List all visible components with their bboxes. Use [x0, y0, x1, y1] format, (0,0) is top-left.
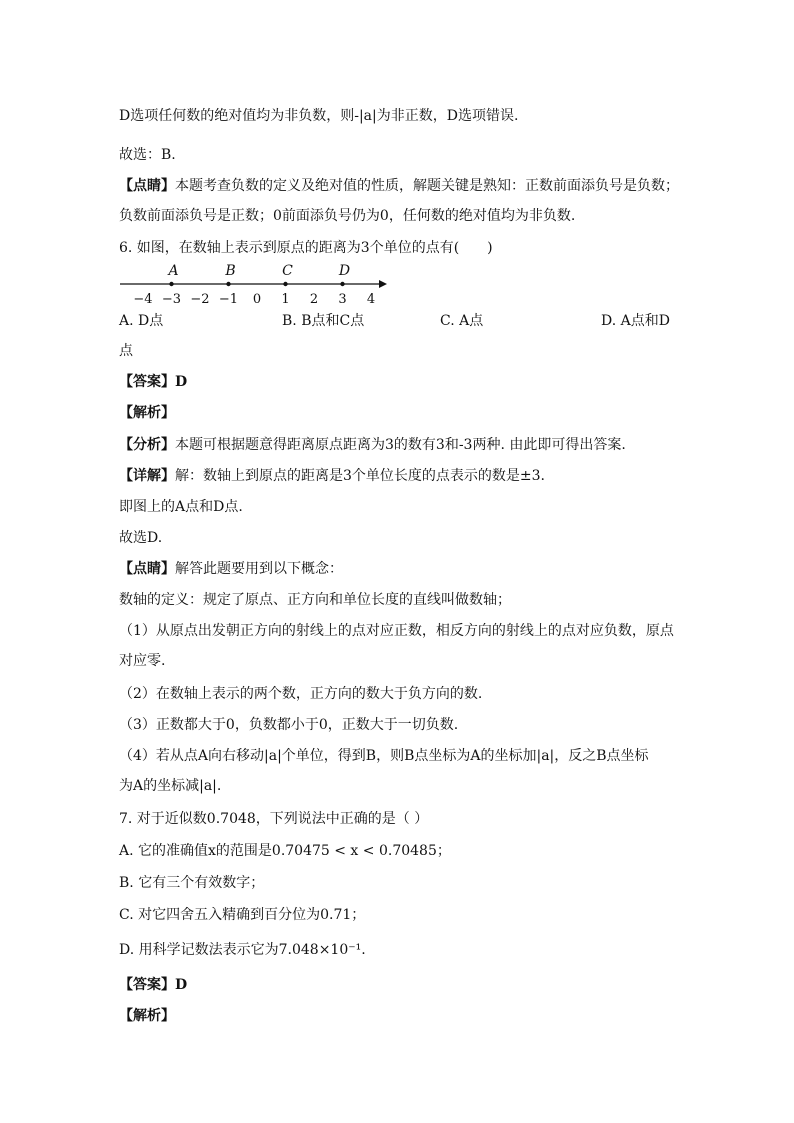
option-d: D. A点和D — [601, 313, 670, 329]
point-c — [283, 282, 287, 286]
arrow-right-icon — [379, 280, 387, 288]
text-line-4: 负数前面添负号是正数；0前面添负号仍为0，任何数的绝对值均为非负数. — [119, 208, 576, 224]
point-a — [169, 282, 173, 286]
tick-label: −1 — [218, 292, 239, 306]
option-c: C. A点 — [440, 313, 484, 329]
dianjing-2-paragraph — [119, 559, 343, 579]
text-point-1a: （1）从原点出发朝正方向的射线上的点对应正数，相反方向的射线上的点对应负数，原点 — [119, 623, 674, 639]
tick-label: −2 — [190, 292, 210, 306]
tick-label: −3 — [161, 292, 182, 306]
point-b — [226, 282, 230, 286]
dianjing-paragraph — [119, 176, 679, 196]
tick-label: −4 — [133, 292, 153, 306]
dianjing-2-text: 解答此题要用到以下概念： — [175, 561, 343, 577]
xiangjie-label: 【详解】 — [119, 468, 175, 484]
fenxi-text: 本题可根据题意得距离原点距离为3的数有3和-3两种. 由此即可得出答案. — [175, 437, 626, 453]
answer-7: 【答案】D — [119, 977, 188, 993]
dianjing-text: 本题考查负数的定义及绝对值的性质，解题关键是熟知：正数前面添负号是负数； — [175, 178, 679, 194]
text-point-3: （3）正数都大于0，负数都小于0，正数大于一切负数. — [119, 717, 459, 733]
tick-label: 2 — [309, 292, 319, 306]
text-point-1b: 对应零. — [119, 653, 166, 669]
dianjing-label: 【点睛】 — [119, 178, 175, 194]
question-7: 7. 对于近似数0.7048，下列说法中正确的是（ ） — [119, 811, 429, 827]
fenxi-label: 【分析】 — [119, 437, 175, 453]
tick-label: 3 — [338, 292, 347, 306]
text-point-4b: 为A的坐标减|a|. — [119, 778, 222, 794]
point-label-a: A — [168, 263, 179, 279]
question-6: 6. 如图，在数轴上表示到原点的距离为3个单位的点有( ) — [119, 240, 493, 256]
question-7-option-c: C. 对它四舍五入精确到百分位为0.71； — [119, 907, 366, 923]
answer-6: 【答案】D — [119, 374, 188, 390]
point-d — [340, 282, 344, 286]
text-line-2: 故选：B. — [119, 147, 176, 163]
point-label-b: B — [225, 263, 236, 279]
option-b: B. B点和C点 — [282, 313, 365, 329]
text-point-2: （2）在数轴上表示的两个数，正方向的数大于负方向的数. — [119, 686, 483, 702]
point-label-d: D — [338, 263, 351, 279]
number-line-figure — [117, 262, 397, 306]
question-7-option-d: D. 用科学记数法表示它为7.048×10⁻¹. — [119, 942, 366, 958]
xiangjie-text: 解：数轴上到原点的距离是3个单位长度的点表示的数是±3. — [175, 468, 545, 484]
option-d-continued: 点 — [119, 343, 133, 359]
point-label-c: C — [282, 263, 293, 279]
fenxi-paragraph — [119, 435, 626, 455]
tick-label: 4 — [366, 292, 376, 306]
option-a: A. D点 — [119, 313, 164, 329]
text-jitu: 即图上的A点和D点. — [119, 499, 243, 515]
analysis-6-heading: 【解析】 — [119, 405, 175, 421]
text-point-4a: （4）若从点A向右移动|a|个单位，得到B，则B点坐标为A的坐标加|a|，反之B点坐标 — [119, 748, 649, 764]
text-guxuan-6: 故选D. — [119, 530, 163, 546]
question-7-option-b: B. 它有三个有效数字； — [119, 875, 265, 891]
text-definition: 数轴的定义：规定了原点、正方向和单位长度的直线叫做数轴； — [119, 592, 511, 608]
dianjing-2-label: 【点睛】 — [119, 561, 175, 577]
question-7-option-a: A. 它的准确值x的范围是0.70475 < x < 0.70485； — [119, 843, 451, 859]
tick-label: 0 — [252, 292, 262, 306]
xiangjie-paragraph — [119, 466, 545, 486]
analysis-7-heading: 【解析】 — [119, 1008, 175, 1024]
tick-label: 1 — [281, 292, 290, 306]
text-line-1: D选项任何数的绝对值均为非负数，则-|a|为非正数，D选项错误. — [119, 108, 519, 124]
